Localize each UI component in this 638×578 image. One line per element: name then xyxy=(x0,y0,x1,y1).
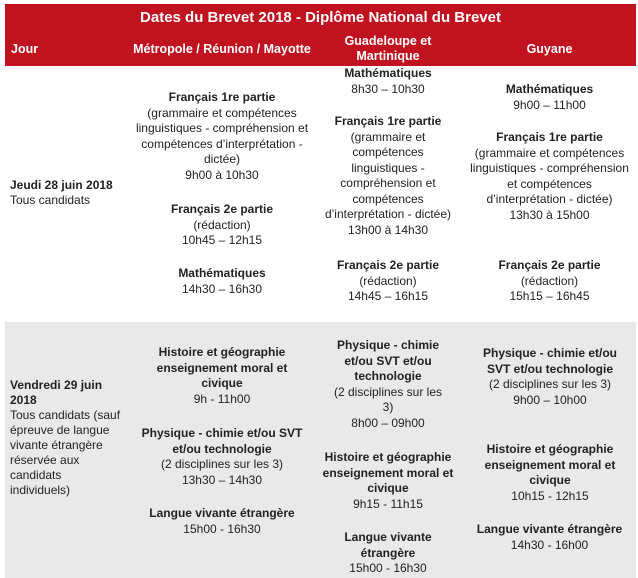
exam-name: Mathématiques xyxy=(505,82,594,96)
exam-time: 14h30 - 16h00 xyxy=(510,537,589,552)
exam-time: 15h00 - 16h30 xyxy=(349,561,427,575)
exam-desc: (grammaire et compétences linguistiques - compréhension et compétences d’interprétation - dictée) xyxy=(470,145,629,206)
header-jour: Jour xyxy=(5,32,131,66)
exam-name: Français 2e partie xyxy=(498,258,601,272)
exam-name: Langue vivante étrangère xyxy=(344,530,432,560)
exam-time: 9h15 - 11h15 xyxy=(353,496,423,511)
exam-name: Langue vivante étrangère xyxy=(149,506,295,520)
exam-name: Physique - chimie et/ou SVT et/ou technologie xyxy=(336,338,440,383)
exam-name: Histoire et géographie enseignement moral et civique xyxy=(156,345,288,390)
exam-name: Français 1re partie xyxy=(496,130,603,144)
exam-name: Physique - chimie et/ou SVT et/ou technologie xyxy=(141,426,303,456)
exam-metropole-langue xyxy=(131,506,313,537)
exam-guadeloupe-langue xyxy=(328,530,448,577)
exam-name: Français 2e partie xyxy=(170,202,274,216)
day-note: Tous candidats xyxy=(10,193,91,207)
header-guadeloupe: Guadeloupe et Martinique xyxy=(313,32,463,66)
exam-time: 15h15 – 16h45 xyxy=(509,289,590,303)
exam-name: Mathématiques xyxy=(344,66,432,80)
exam-guadeloupe-physique xyxy=(328,338,448,431)
exam-time: 13h30 – 14h30 xyxy=(181,472,263,487)
exam-desc: (2 disciplines sur les 3) xyxy=(160,457,284,471)
exam-desc: (rédaction) xyxy=(359,273,417,288)
exam-guyane-francais2 xyxy=(463,258,636,305)
exam-time: 9h - 11h00 xyxy=(193,391,251,406)
exam-desc: (rédaction) xyxy=(520,273,579,288)
exam-desc: (grammaire et compétences linguistiques - compréhension et compétences d’interprétation - dictée) xyxy=(135,105,309,166)
exam-time: 14h30 – 16h30 xyxy=(181,281,263,296)
exam-guyane-physique xyxy=(480,346,620,408)
exam-desc: (grammaire et compétences linguistiques - compréhension et compétences d’interprétation - dictée) xyxy=(324,129,452,221)
exam-time: 13h00 à 14h30 xyxy=(347,222,429,237)
day-label: Jeudi 28 juin 2018 xyxy=(10,178,113,192)
exam-name: Français 1re partie xyxy=(334,114,442,128)
exam-name: Physique - chimie et/ou SVT et/ou technologie xyxy=(482,346,618,376)
exam-time: 10h45 – 12h15 xyxy=(181,233,263,247)
exam-name: Français 1re partie xyxy=(168,90,276,104)
exam-guadeloupe-histoire xyxy=(313,450,463,512)
exam-guadeloupe-francais1 xyxy=(318,114,458,238)
exam-metropole-maths xyxy=(131,266,313,297)
exam-name: Histoire et géographie enseignement moral et civique xyxy=(322,450,454,495)
day-note: Tous candidats (sauf épreuve de langue vivante étrangère réservée aux candidats individuels) xyxy=(10,408,121,497)
day-cell-thursday xyxy=(10,178,130,208)
day-cell-friday xyxy=(10,378,122,498)
exam-time: 15h00 - 16h30 xyxy=(183,521,261,536)
exam-time: 14h45 – 16h15 xyxy=(347,289,429,303)
table-title: Dates du Brevet 2018 - Diplôme National du Brevet xyxy=(5,4,636,32)
exam-guyane-langue xyxy=(463,522,636,553)
header-metropole: Métropole / Réunion / Mayotte xyxy=(131,32,313,66)
exam-desc: (2 disciplines sur les 3) xyxy=(333,384,443,414)
exam-guadeloupe-francais2 xyxy=(313,258,463,305)
day-label: Vendredi 29 juin 2018 xyxy=(10,378,103,407)
exam-desc: (2 disciplines sur les 3) xyxy=(488,377,612,391)
exam-time: 13h30 à 15h00 xyxy=(509,207,590,222)
exam-metropole-physique xyxy=(141,426,303,488)
exam-time: 10h15 - 12h15 xyxy=(511,488,589,503)
exam-guyane-maths xyxy=(463,82,636,113)
exam-metropole-francais1 xyxy=(131,90,313,183)
exam-name: Mathématiques xyxy=(178,266,266,280)
exam-time: 9h00 à 10h30 xyxy=(185,167,259,182)
exam-time: 8h00 – 09h00 xyxy=(351,415,425,430)
header-guyane: Guyane xyxy=(463,32,636,66)
exam-time: 9h00 – 11h00 xyxy=(513,97,586,112)
exam-name: Français 2e partie xyxy=(336,258,440,272)
exam-time: 9h00 – 10h00 xyxy=(513,392,587,407)
exam-desc: (rédaction) xyxy=(193,217,251,232)
exam-name: Langue vivante étrangère xyxy=(476,522,623,536)
exam-guadeloupe-maths xyxy=(313,66,463,97)
exam-metropole-histoire xyxy=(141,345,303,407)
exam-time: 8h30 – 10h30 xyxy=(351,81,425,96)
exam-name: Histoire et géographie enseignement moral et civique xyxy=(484,442,616,487)
exam-metropole-francais2 xyxy=(131,202,313,249)
exam-guyane-histoire xyxy=(470,442,630,504)
exam-guyane-francais1 xyxy=(466,130,633,223)
